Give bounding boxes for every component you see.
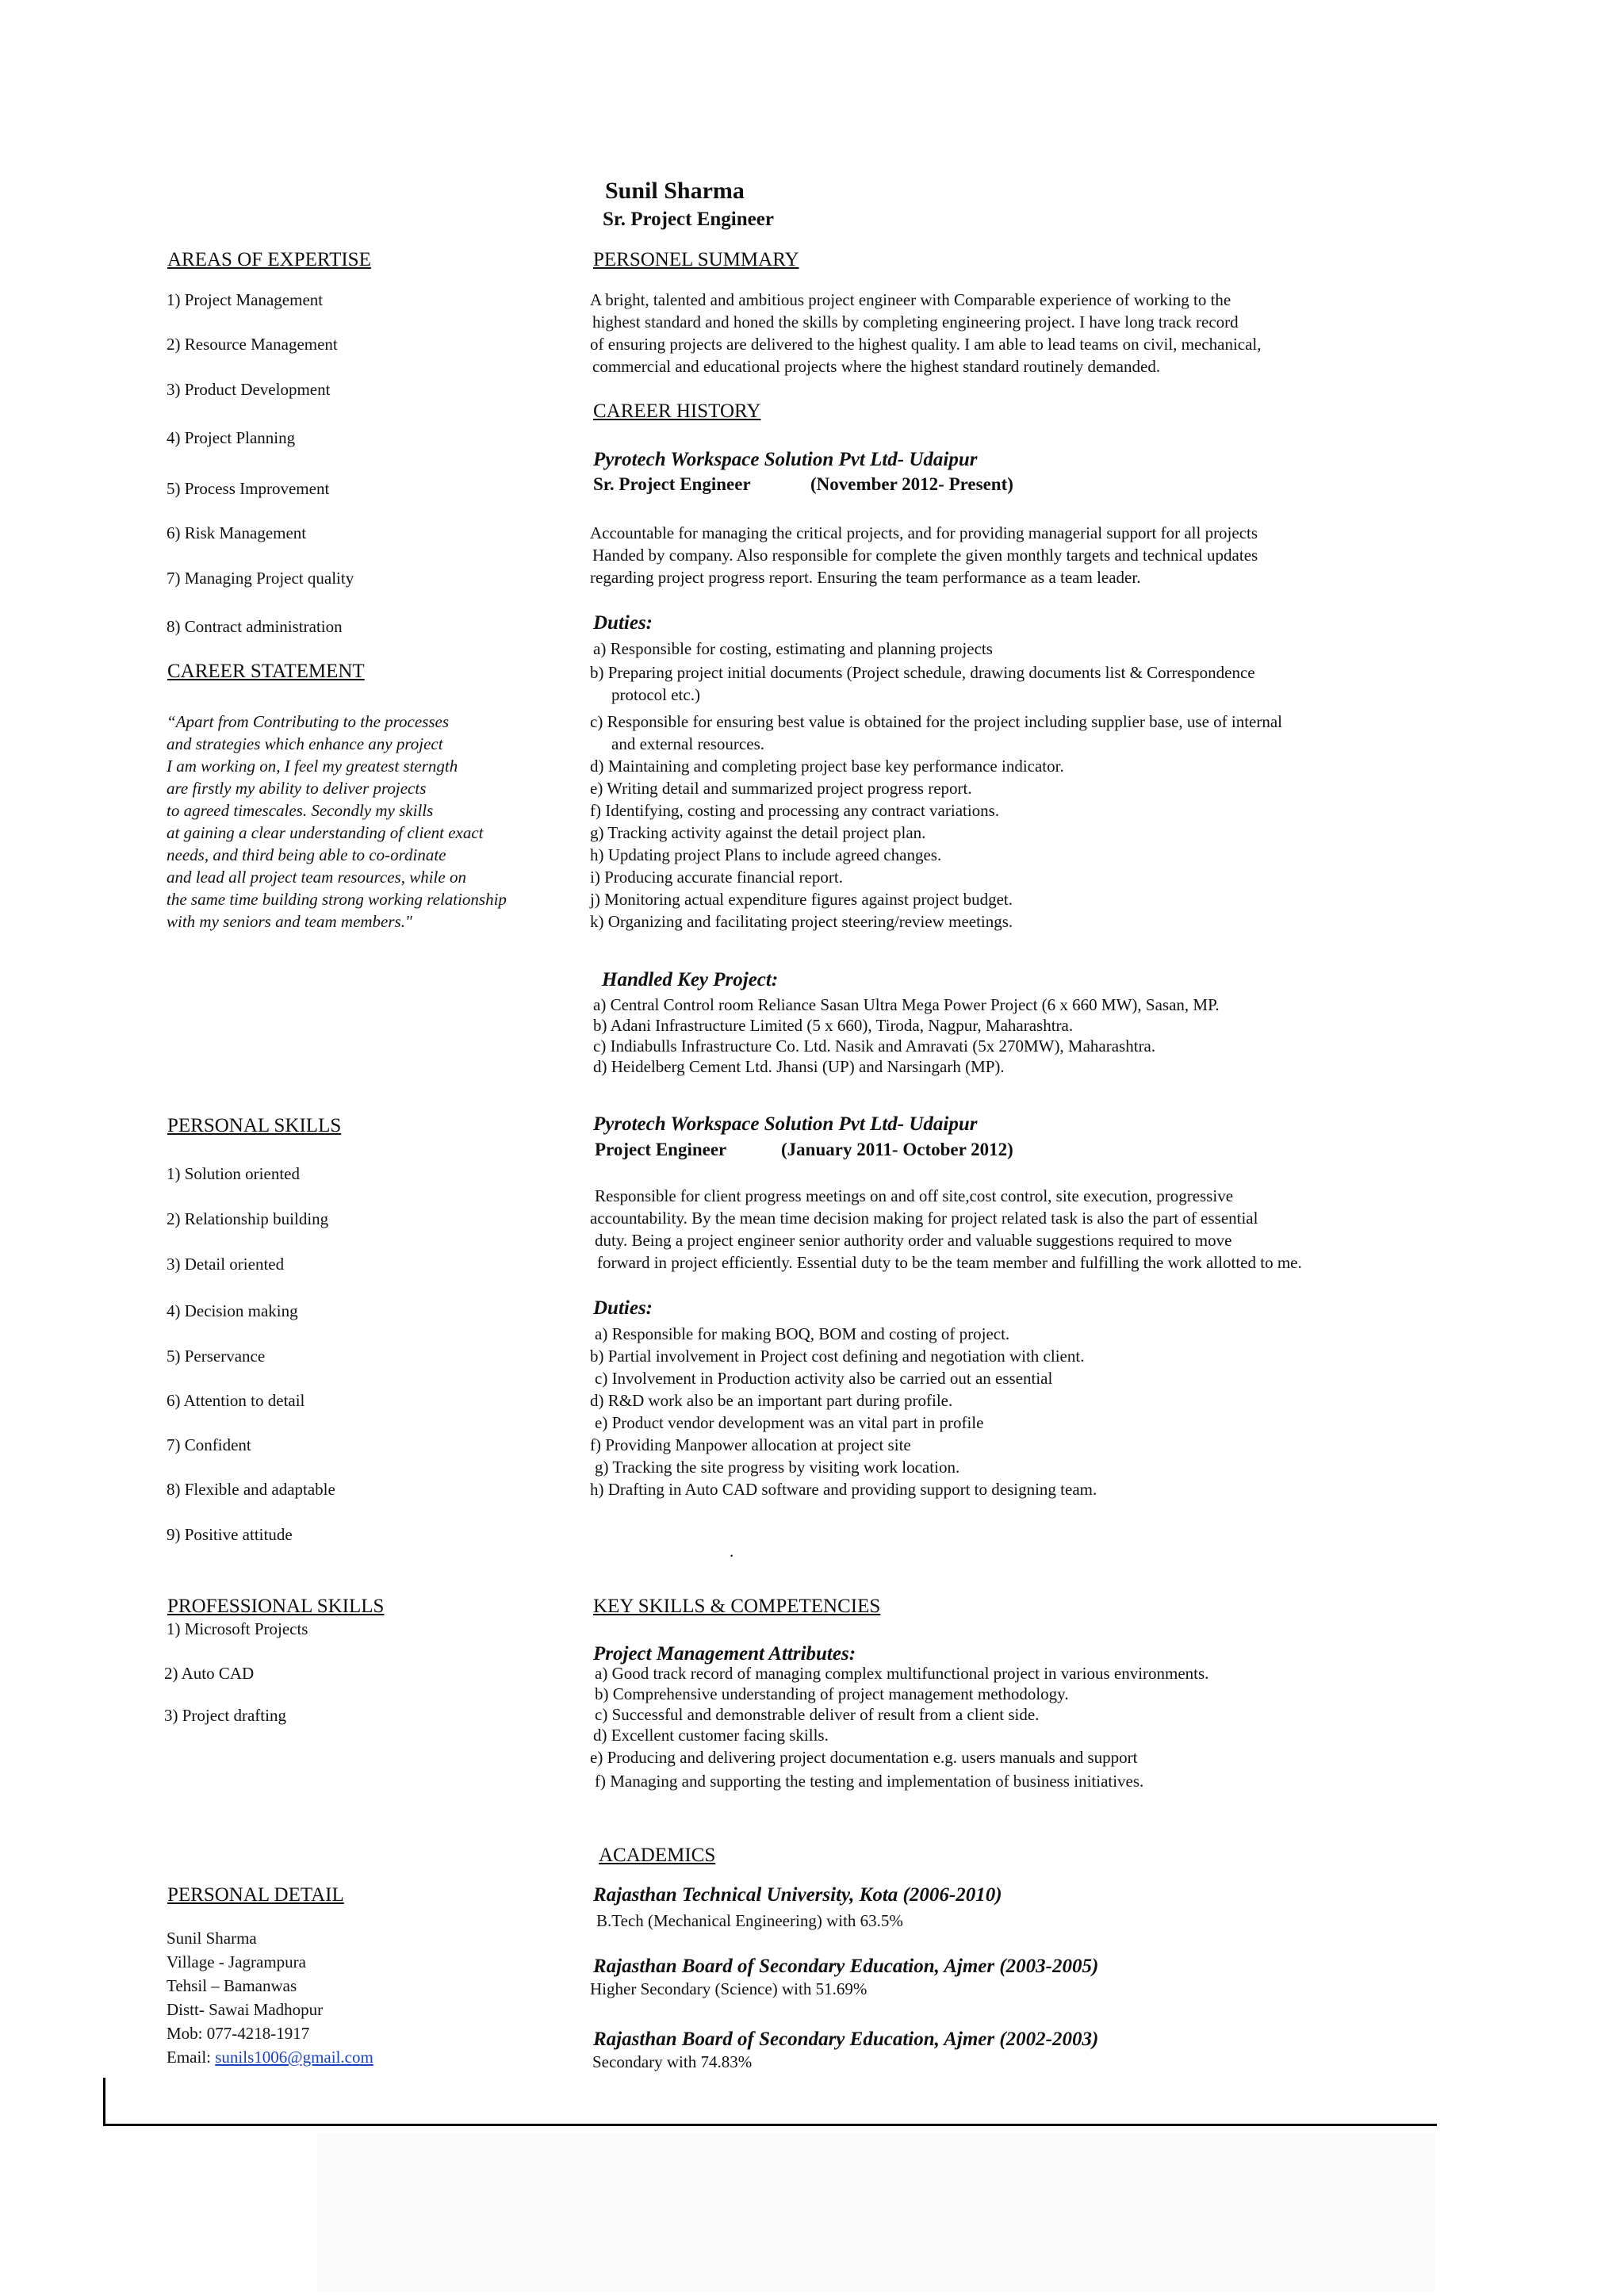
key-project-item: a) Central Control room Reliance Sasan Ultra Mega Power Project (6 x 660 MW), Sasan, MP. (593, 995, 1220, 1014)
personal-skill-item: 4) Decision making (167, 1301, 298, 1320)
academic-institution: Rajasthan Board of Secondary Education, Ajmer (2002-2003) (593, 2029, 1099, 2050)
personal-detail-line: Sunil Sharma (167, 1929, 257, 1948)
job2-duties-heading: Duties: (593, 1297, 653, 1319)
expertise-item: 1) Project Management (167, 290, 324, 309)
job2-duty: e) Product vendor development was an vital part in profile (595, 1413, 984, 1432)
key-skill-item: b) Comprehensive understanding of project management methodology. (595, 1684, 1069, 1703)
career-statement-line: “Apart from Contributing to the processes (167, 712, 450, 731)
personal-skill-item: 8) Flexible and adaptable (167, 1480, 335, 1499)
career-statement-line: with my seniors and team members." (167, 912, 412, 931)
personal-detail-line: Distt- Sawai Madhopur (167, 2000, 324, 2019)
professional-skill-item: 3) Project drafting (164, 1706, 286, 1725)
candidate-name: Sunil Sharma (605, 178, 745, 204)
expertise-item: 2) Resource Management (167, 335, 338, 354)
job1-duty: i) Producing accurate financial report. (590, 868, 843, 887)
job1-duty: k) Organizing and facilitating project steering/review meetings. (590, 912, 1013, 931)
job2-duty: g) Tracking the site progress by visiting work location. (595, 1458, 960, 1477)
job1-desc-line: Accountable for managing the critical projects, and for providing managerial support for all projects (590, 523, 1258, 542)
key-project-item: d) Heidelberg Cement Ltd. Jhansi (UP) and Narsingarh (MP). (593, 1057, 1005, 1076)
expertise-item: 3) Product Development (167, 380, 331, 399)
career-statement-line: are firstly my ability to deliver projects (167, 779, 427, 798)
job2-duty: f) Providing Manpower allocation at project site (590, 1435, 911, 1454)
career-statement-line: the same time building strong working relationship (167, 890, 507, 909)
expertise-item: 5) Process Improvement (167, 479, 330, 498)
job1-duty: protocol etc.) (611, 685, 700, 704)
expertise-item: 6) Risk Management (167, 523, 307, 542)
personal-skill-item: 2) Relationship building (167, 1209, 329, 1228)
job2-duty: d) R&D work also be an important part during profile. (590, 1391, 953, 1410)
key-skill-item: f) Managing and supporting the testing and implementation of business initiatives. (595, 1772, 1144, 1791)
stray-dot: . (730, 1542, 734, 1561)
email-label: Email: (167, 2048, 216, 2067)
personal-skills-heading: PERSONAL SKILLS (167, 1115, 342, 1136)
job2-role: Project Engineer (595, 1140, 727, 1159)
key-project-item: b) Adani Infrastructure Limited (5 x 660), Tiroda, Nagpur, Maharashtra. (593, 1016, 1074, 1035)
key-skill-item: c) Successful and demonstrable deliver of result from a client side. (595, 1705, 1040, 1724)
job1-duty: b) Preparing project initial documents (Project schedule, drawing documents list & Correspondence (590, 663, 1255, 682)
key-skill-item: e) Producing and delivering project documentation e.g. users manuals and support (590, 1748, 1138, 1767)
job1-duty: e) Writing detail and summarized project progress report. (590, 779, 972, 798)
academic-institution: Rajasthan Technical University, Kota (2006-2010) (593, 1884, 1002, 1906)
key-skills-heading: KEY SKILLS & COMPETENCIES (593, 1596, 881, 1617)
job2-company: Pyrotech Workspace Solution Pvt Ltd- Udaipur (593, 1113, 978, 1135)
key-skill-item: d) Excellent customer facing skills. (593, 1726, 829, 1745)
personal-skill-item: 3) Detail oriented (167, 1255, 285, 1274)
job1-period: (November 2012- Present) (810, 474, 1013, 494)
job2-desc-line: accountability. By the mean time decision making for project related task is also the part of essential (590, 1209, 1258, 1228)
job2-desc-line: duty. Being a project engineer senior authority order and valuable suggestions required to move (595, 1231, 1232, 1250)
personal-skill-item: 7) Confident (167, 1435, 251, 1454)
professional-skills-heading: PROFESSIONAL SKILLS (167, 1596, 385, 1617)
career-statement-line: and strategies which enhance any project (167, 734, 443, 753)
personal-detail-heading: PERSONAL DETAIL (167, 1884, 344, 1906)
job2-period: (January 2011- October 2012) (781, 1140, 1013, 1159)
job2-duty: b) Partial involvement in Project cost defining and negotiation with client. (590, 1347, 1085, 1366)
expertise-item: 4) Project Planning (167, 428, 296, 447)
personal-skill-item: 5) Perservance (167, 1347, 266, 1366)
job1-desc-line: regarding project progress report. Ensuring the team performance as a team leader. (590, 568, 1141, 587)
career-history-heading: CAREER HISTORY (593, 400, 761, 422)
job1-company: Pyrotech Workspace Solution Pvt Ltd- Udaipur (593, 449, 978, 470)
career-statement-line: needs, and third being able to co-ordinate (167, 845, 446, 864)
job1-duty: j) Monitoring actual expenditure figures against project budget. (590, 890, 1013, 909)
candidate-title: Sr. Project Engineer (603, 209, 774, 230)
job2-desc-line: forward in project efficiently. Essential duty to be the team member and fulfilling the work allotted to me. (597, 1253, 1302, 1272)
job1-duty: g) Tracking activity against the detail project plan. (590, 823, 926, 842)
personel-summary-heading: PERSONEL SUMMARY (593, 249, 799, 270)
academic-detail: B.Tech (Mechanical Engineering) with 63.5% (596, 1911, 903, 1930)
job1-duty: and external resources. (611, 734, 764, 753)
career-statement-heading: CAREER STATEMENT (167, 661, 365, 682)
job2-duty: h) Drafting in Auto CAD software and providing support to designing team. (590, 1480, 1097, 1499)
job1-duty: h) Updating project Plans to include agreed changes. (590, 845, 942, 864)
summary-line: commercial and educational projects where the highest standard routinely demanded. (592, 357, 1161, 376)
expertise-item: 7) Managing Project quality (167, 569, 354, 588)
job1-role: Sr. Project Engineer (593, 474, 751, 494)
job1-duty: c) Responsible for ensuring best value is obtained for the project including supplier base, use of internal (590, 712, 1283, 731)
personal-skill-item: 6) Attention to detail (167, 1391, 305, 1410)
email-line (167, 2046, 373, 2068)
academic-detail: Higher Secondary (Science) with 51.69% (590, 1979, 868, 1998)
personal-detail-line: Village - Jagrampura (167, 1952, 306, 1971)
personal-skill-item: 9) Positive attitude (167, 1525, 293, 1544)
job1-duty: f) Identifying, costing and processing any contract variations. (590, 801, 1000, 820)
job2-duty: a) Responsible for making BOQ, BOM and costing of project. (595, 1324, 1010, 1343)
key-project-item: c) Indiabulls Infrastructure Co. Ltd. Nasik and Amravati (5x 270MW), Maharashtra. (593, 1036, 1156, 1056)
email-link[interactable]: sunils1006@gmail.com (215, 2048, 373, 2067)
job1-duty: a) Responsible for costing, estimating and planning projects (593, 639, 993, 658)
job1-duties-heading: Duties: (593, 612, 653, 634)
faint-background-block (317, 2133, 1435, 2292)
job1-desc-line: Handed by company. Also responsible for complete the given monthly targets and technical updates (592, 546, 1258, 565)
key-project-heading: Handled Key Project: (602, 969, 779, 990)
job2-desc-line: Responsible for client progress meetings on and off site,cost control, site execution, progressive (595, 1186, 1234, 1205)
bottom-border-line (103, 2124, 1437, 2126)
job1-duty: d) Maintaining and completing project base key performance indicator. (590, 757, 1064, 776)
career-statement-line: and lead all project team resources, while on (167, 868, 466, 887)
left-border-line (103, 2078, 105, 2125)
professional-skill-item: 1) Microsoft Projects (167, 1619, 308, 1638)
expertise-item: 8) Contract administration (167, 617, 343, 636)
key-skill-item: a) Good track record of managing complex multifunctional project in various environments. (595, 1664, 1209, 1683)
professional-skill-item: 2) Auto CAD (164, 1664, 255, 1683)
academic-institution: Rajasthan Board of Secondary Education, Ajmer (2003-2005) (593, 1956, 1099, 1977)
summary-line: of ensuring projects are delivered to the highest quality. I am able to lead teams on civil, mechanical, (590, 335, 1262, 354)
career-statement-line: to agreed timescales. Secondly my skills (167, 801, 434, 820)
academics-heading: ACADEMICS (599, 1845, 716, 1866)
personal-skill-item: 1) Solution oriented (167, 1164, 300, 1183)
career-statement-line: I am working on, I feel my greatest sterngth (167, 757, 458, 776)
pm-attributes-heading: Project Management Attributes: (593, 1643, 856, 1665)
personal-detail-line: Tehsil – Bamanwas (167, 1976, 297, 1995)
areas-of-expertise-heading: AREAS OF EXPERTISE (167, 249, 371, 270)
career-statement-line: at gaining a clear understanding of client exact (167, 823, 484, 842)
summary-line: A bright, talented and ambitious project engineer with Comparable experience of working to the (590, 290, 1231, 309)
academic-detail: Secondary with 74.83% (592, 2052, 753, 2071)
job2-duty: c) Involvement in Production activity also be carried out an essential (595, 1369, 1053, 1388)
personal-detail-line: Mob: 077-4218-1917 (167, 2024, 310, 2043)
summary-line: highest standard and honed the skills by completing engineering project. I have long track record (592, 312, 1239, 331)
